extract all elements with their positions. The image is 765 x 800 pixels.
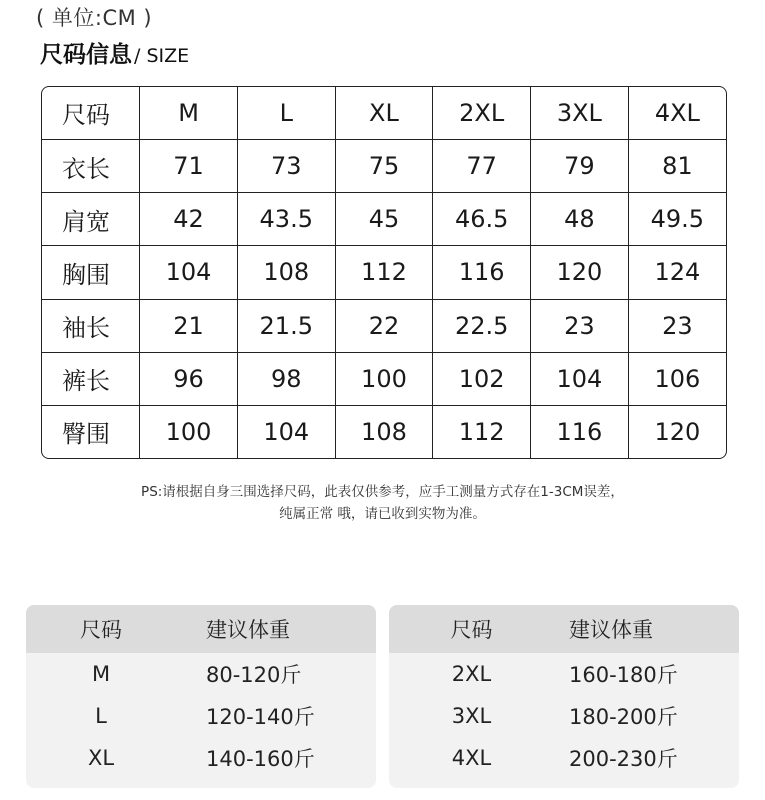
row-label: 胸围 xyxy=(42,246,140,299)
ps-note-line: 纯属正常 哦，请已收到实物为准。 xyxy=(279,506,486,522)
header-cell: 3XL xyxy=(531,87,629,139)
weight-cell: 180-200斤 xyxy=(569,705,678,729)
table-cell: 22.5 xyxy=(433,299,531,352)
size-cell: XL xyxy=(87,746,115,770)
table-row xyxy=(389,653,739,695)
table-cell: 100 xyxy=(140,405,238,458)
size-cell: 2XL xyxy=(451,662,492,686)
table-cell: 73 xyxy=(237,139,335,192)
header-cell: L xyxy=(237,87,335,139)
table-cell: 23 xyxy=(531,299,629,352)
title-main: 尺码信息 xyxy=(40,42,132,68)
table-cell: 104 xyxy=(531,352,629,405)
table-cell: 22 xyxy=(335,299,433,352)
table-cell: 77 xyxy=(433,139,531,192)
table-row xyxy=(42,299,726,352)
table-cell: 71 xyxy=(140,139,238,192)
table-cell: 100 xyxy=(335,352,433,405)
header-weight: 建议体重 xyxy=(569,618,653,642)
header-size: 尺码 xyxy=(80,618,122,642)
title-sub: / SIZE xyxy=(134,45,190,67)
table-cell: 45 xyxy=(335,193,433,246)
unit-note: ( 单位:CM ) xyxy=(36,6,153,30)
row-label: 裤长 xyxy=(42,352,140,405)
table-row xyxy=(26,695,376,737)
header-cell: M xyxy=(140,87,238,139)
size-cell: L xyxy=(95,704,107,728)
table-cell: 21 xyxy=(140,299,238,352)
table-row xyxy=(42,405,726,458)
table-cell: 120 xyxy=(654,417,701,446)
ps-note xyxy=(0,481,765,525)
table-cell: 98 xyxy=(237,352,335,405)
table-cell: 116 xyxy=(531,405,629,458)
table-cell: 43.5 xyxy=(237,193,335,246)
header-cell: 尺码 xyxy=(42,87,140,139)
table-row xyxy=(42,352,726,405)
table-cell: 79 xyxy=(531,139,629,192)
row-label: 肩宽 xyxy=(42,193,140,246)
table-row xyxy=(26,653,376,695)
table-cell: 21.5 xyxy=(237,299,335,352)
weight-table-left xyxy=(26,605,376,788)
table-cell: 112 xyxy=(433,405,531,458)
table-cell: 108 xyxy=(237,246,335,299)
weight-cell: 120-140斤 xyxy=(206,705,315,729)
table-header-row xyxy=(42,87,726,139)
table-row xyxy=(389,737,739,779)
table-cell: 120 xyxy=(531,246,629,299)
table-cell: 96 xyxy=(140,352,238,405)
row-label: 袖长 xyxy=(42,299,140,352)
table-cell: 81 xyxy=(628,139,726,192)
table-row xyxy=(26,737,376,779)
header-weight: 建议体重 xyxy=(206,618,290,642)
header-size: 尺码 xyxy=(450,618,493,642)
table-cell: 42 xyxy=(140,193,238,246)
size-cell: M xyxy=(91,662,111,686)
table-cell: 49.5 xyxy=(628,193,726,246)
table-cell: 75 xyxy=(335,139,433,192)
weight-table-right xyxy=(389,605,739,788)
weight-cell: 160-180斤 xyxy=(569,663,678,687)
header-cell: XL xyxy=(335,87,433,139)
table-cell: 102 xyxy=(433,352,531,405)
table-row xyxy=(42,193,726,246)
ps-note-line: PS:请根据自身三围选择尺码，此表仅供参考，应手工测量方式存在1-3CM误差， xyxy=(141,484,624,500)
row-label: 臀围 xyxy=(42,405,140,458)
weight-cell: 80-120斤 xyxy=(206,663,302,687)
row-label: 衣长 xyxy=(42,139,140,192)
table-cell: 108 xyxy=(335,405,433,458)
weight-table-header xyxy=(26,605,376,653)
weight-table-header xyxy=(389,605,739,653)
table-cell: 124 xyxy=(628,246,726,299)
table-row xyxy=(389,695,739,737)
table-cell: 46.5 xyxy=(433,193,531,246)
table-cell: 106 xyxy=(628,352,726,405)
weight-cell: 200-230斤 xyxy=(569,747,678,771)
table-cell: 104 xyxy=(140,246,238,299)
table-row xyxy=(42,246,726,299)
size-chart-table xyxy=(41,86,727,459)
size-cell: 4XL xyxy=(451,746,492,770)
table-cell: 48 xyxy=(531,193,629,246)
page-title xyxy=(40,36,189,69)
table-cell: 116 xyxy=(433,246,531,299)
header-cell: 4XL xyxy=(628,87,726,139)
table-row xyxy=(42,139,726,192)
size-cell: 3XL xyxy=(451,704,492,728)
table-cell: 104 xyxy=(237,405,335,458)
table-cell: 112 xyxy=(335,246,433,299)
weight-cell: 140-160斤 xyxy=(206,747,315,771)
header-cell: 2XL xyxy=(433,87,531,139)
table-cell: 23 xyxy=(628,299,726,352)
